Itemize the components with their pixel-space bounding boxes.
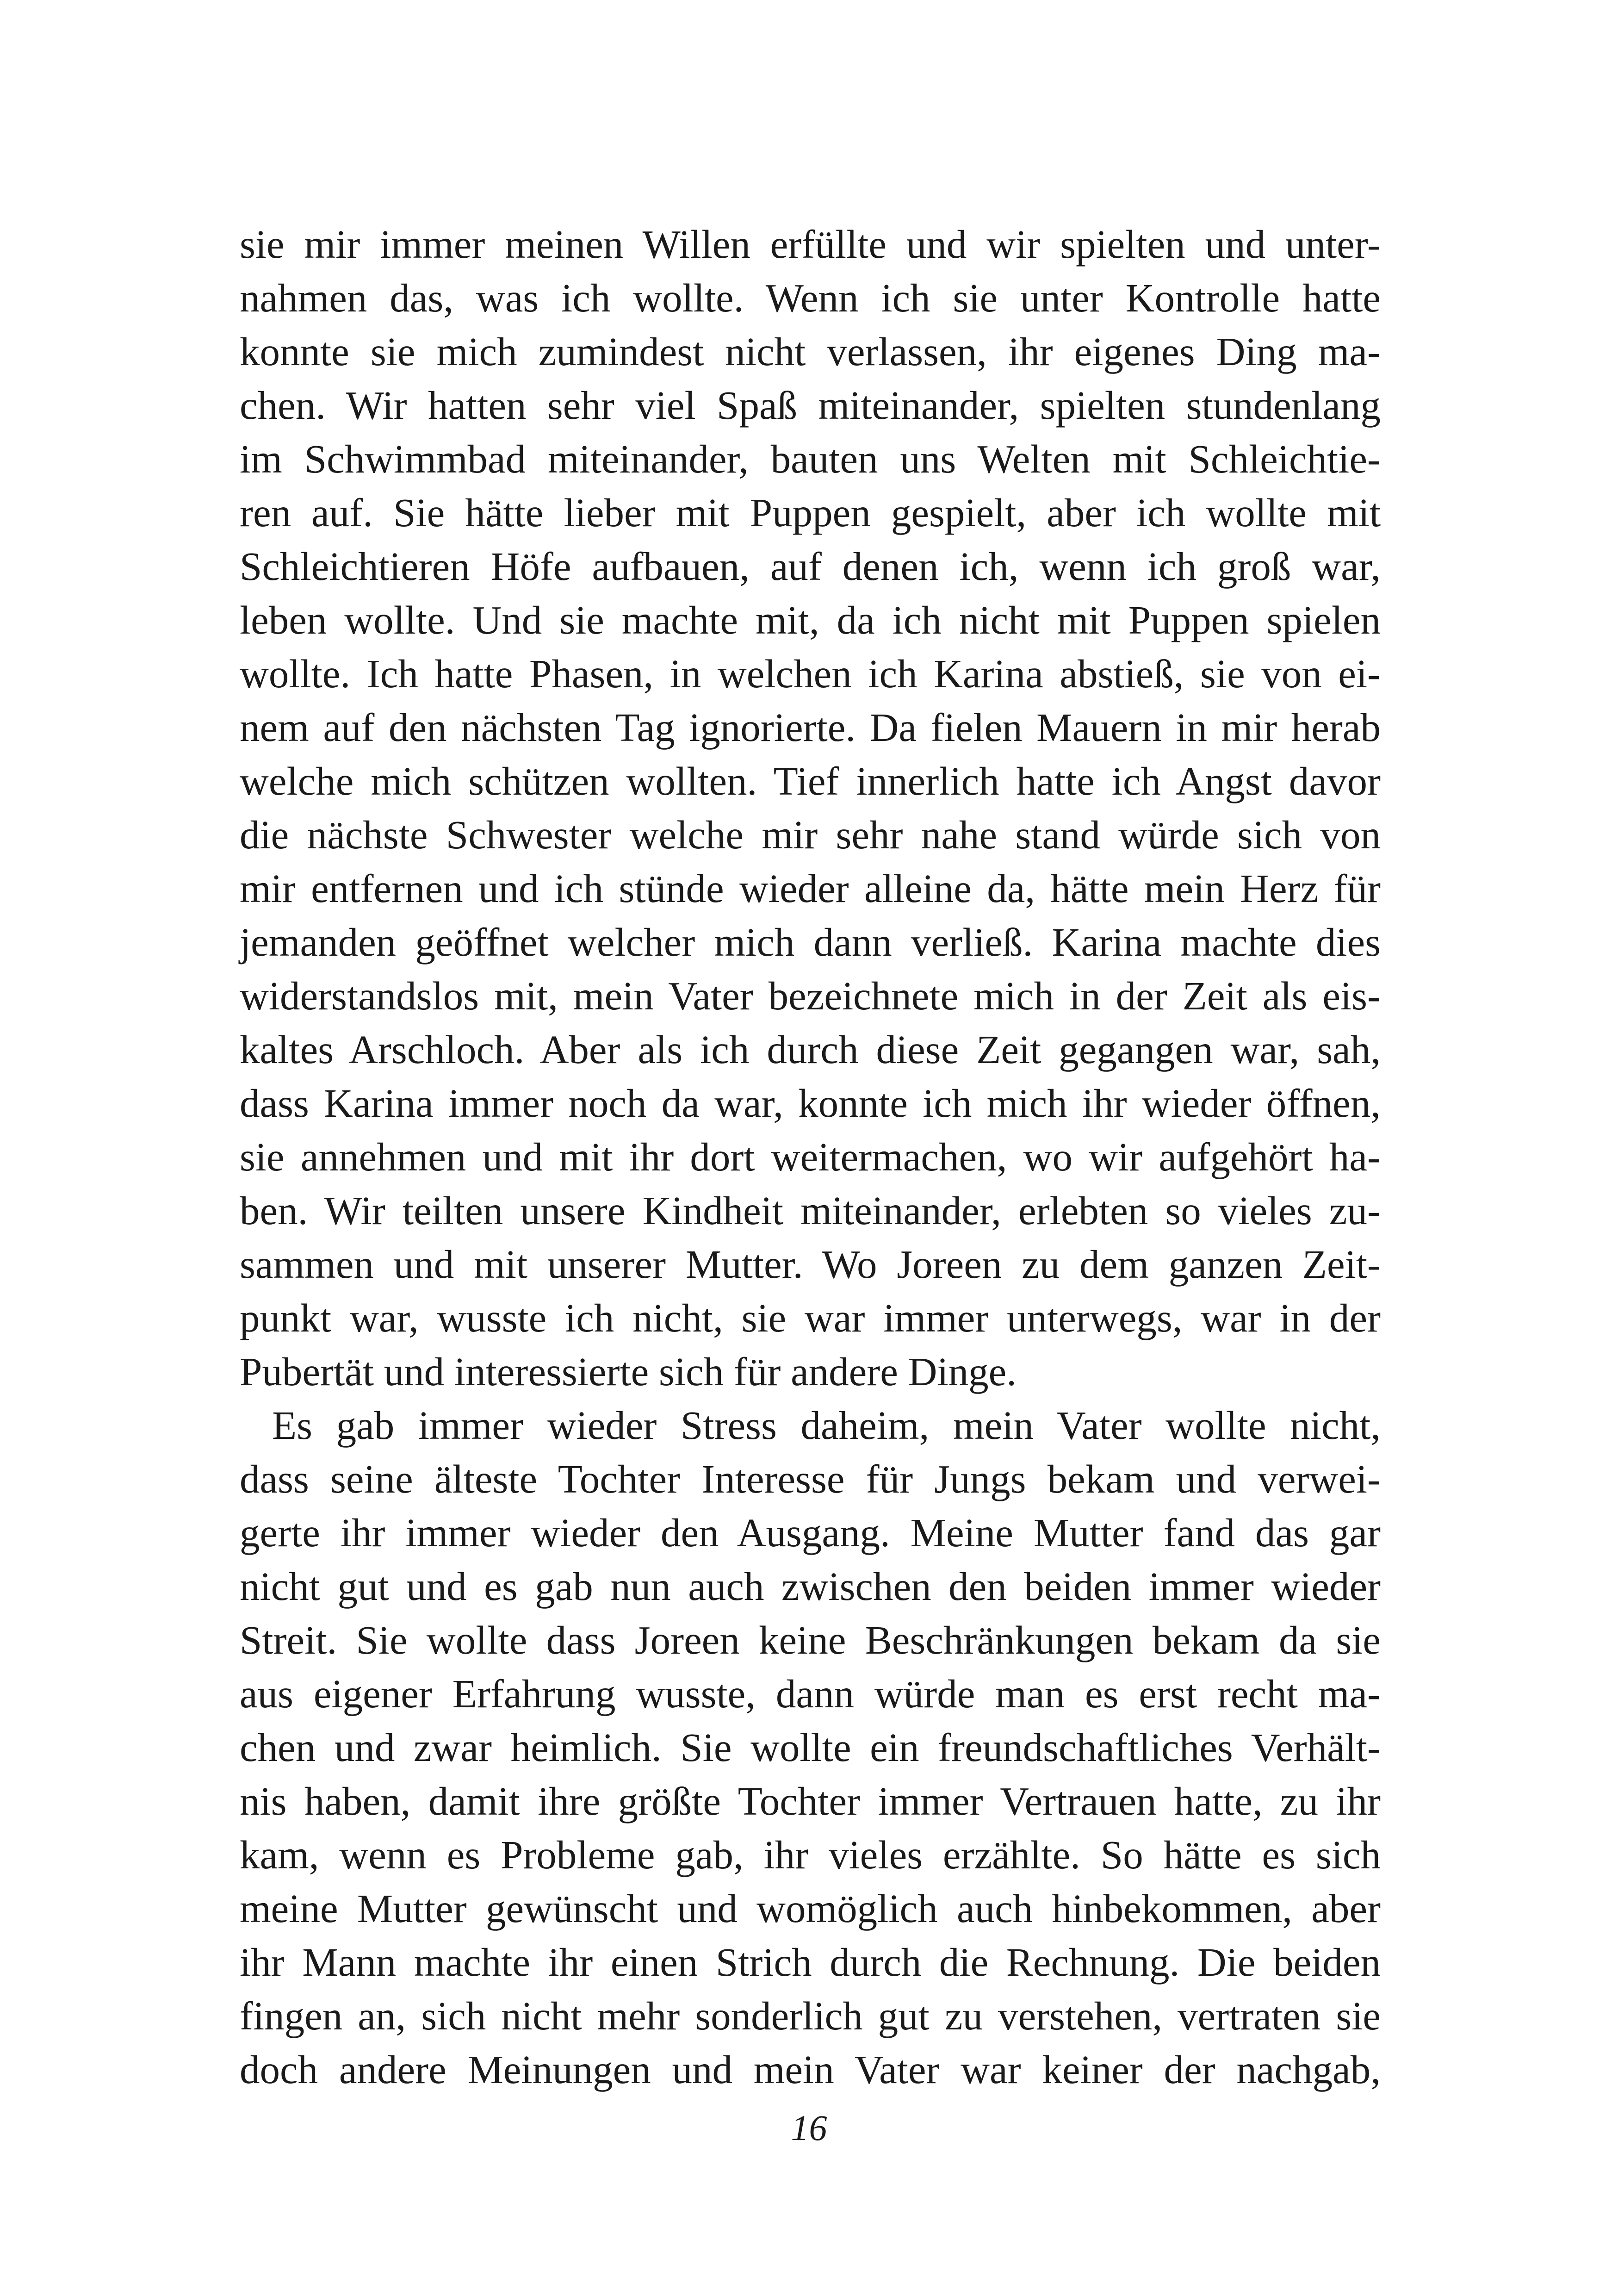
text-line: doch andere Meinungen und mein Vater war keiner der nachgab,: [240, 2047, 1381, 2092]
text-line: widerstandslos mit, mein Vater bezeichnete mich in der Zeit als eis-: [240, 973, 1381, 1018]
text-line: Es gab immer wieder Stress daheim, mein Vater wollte nicht,: [272, 1403, 1381, 1448]
text-line: ben. Wir teilten unsere Kindheit miteinander, erlebten so vieles zu-: [240, 1188, 1381, 1233]
text-line: im Schwimmbad miteinander, bauten uns Welten mit Schleichtie-: [240, 436, 1381, 481]
page-number: 16: [791, 2108, 827, 2148]
text-line: die nächste Schwester welche mir sehr nahe stand würde sich von: [240, 812, 1381, 857]
text-line: aus eigener Erfahrung wusste, dann würde man es erst recht ma-: [240, 1671, 1381, 1716]
text-line: punkt war, wusste ich nicht, sie war immer unterwegs, war in der: [240, 1295, 1381, 1340]
text-line: sammen und mit unserer Mutter. Wo Joreen zu dem ganzen Zeit-: [240, 1242, 1381, 1287]
body-text: [240, 218, 1381, 2097]
text-line: chen. Wir hatten sehr viel Spaß miteinander, spielten stundenlang: [240, 383, 1381, 428]
text-line: leben wollte. Und sie machte mit, da ich nicht mit Puppen spielen: [240, 597, 1381, 642]
text-line: Schleichtieren Höfe aufbauen, auf denen ich, wenn ich groß war,: [240, 544, 1381, 589]
text-line: sie annehmen und mit ihr dort weitermachen, wo wir aufgehört ha-: [240, 1134, 1381, 1179]
text-line: fingen an, sich nicht mehr sonderlich gut zu verstehen, vertraten sie: [240, 1993, 1381, 2038]
text-line: konnte sie mich zumindest nicht verlassen, ihr eigenes Ding ma-: [240, 329, 1381, 374]
text-line: kam, wenn es Probleme gab, ihr vieles erzählte. So hätte es sich: [240, 1832, 1381, 1877]
text-line: meine Mutter gewünscht und womöglich auch hinbekommen, aber: [240, 1886, 1381, 1931]
text-line: jemanden geöffnet welcher mich dann verließ. Karina machte dies: [240, 920, 1381, 964]
text-line: chen und zwar heimlich. Sie wollte ein freundschaftliches Verhält-: [240, 1725, 1381, 1770]
text-line: welche mich schützen wollten. Tief innerlich hatte ich Angst davor: [240, 759, 1381, 803]
text-line: Pubertät und interessierte sich für andere Dinge.: [240, 1349, 1017, 1394]
text-line: gerte ihr immer wieder den Ausgang. Meine Mutter fand das gar: [240, 1510, 1381, 1555]
text-line: dass seine älteste Tochter Interesse für Jungs bekam und verwei-: [240, 1456, 1381, 1501]
text-line: wollte. Ich hatte Phasen, in welchen ich Karina abstieß, sie von ei-: [240, 651, 1381, 696]
text-line: nem auf den nächsten Tag ignorierte. Da fielen Mauern in mir herab: [240, 705, 1381, 750]
text-line: nahmen das, was ich wollte. Wenn ich sie unter Kontrolle hatte: [240, 275, 1381, 320]
text-line: dass Karina immer noch da war, konnte ich mich ihr wieder öffnen,: [240, 1081, 1381, 1126]
text-line: mir entfernen und ich stünde wieder alleine da, hätte mein Herz für: [240, 866, 1381, 911]
text-line: nis haben, damit ihre größte Tochter immer Vertrauen hatte, zu ihr: [240, 1779, 1381, 1823]
text-line: sie mir immer meinen Willen erfüllte und wir spielten und unter-: [240, 222, 1381, 267]
text-line: ihr Mann machte ihr einen Strich durch die Rechnung. Die beiden: [240, 1940, 1381, 1985]
text-line: ren auf. Sie hätte lieber mit Puppen gespielt, aber ich wollte mit: [240, 490, 1381, 535]
text-line: kaltes Arschloch. Aber als ich durch diese Zeit gegangen war, sah,: [240, 1027, 1381, 1072]
text-line: Streit. Sie wollte dass Joreen keine Beschränkungen bekam da sie: [240, 1618, 1381, 1662]
text-line: nicht gut und es gab nun auch zwischen den beiden immer wieder: [240, 1564, 1381, 1609]
